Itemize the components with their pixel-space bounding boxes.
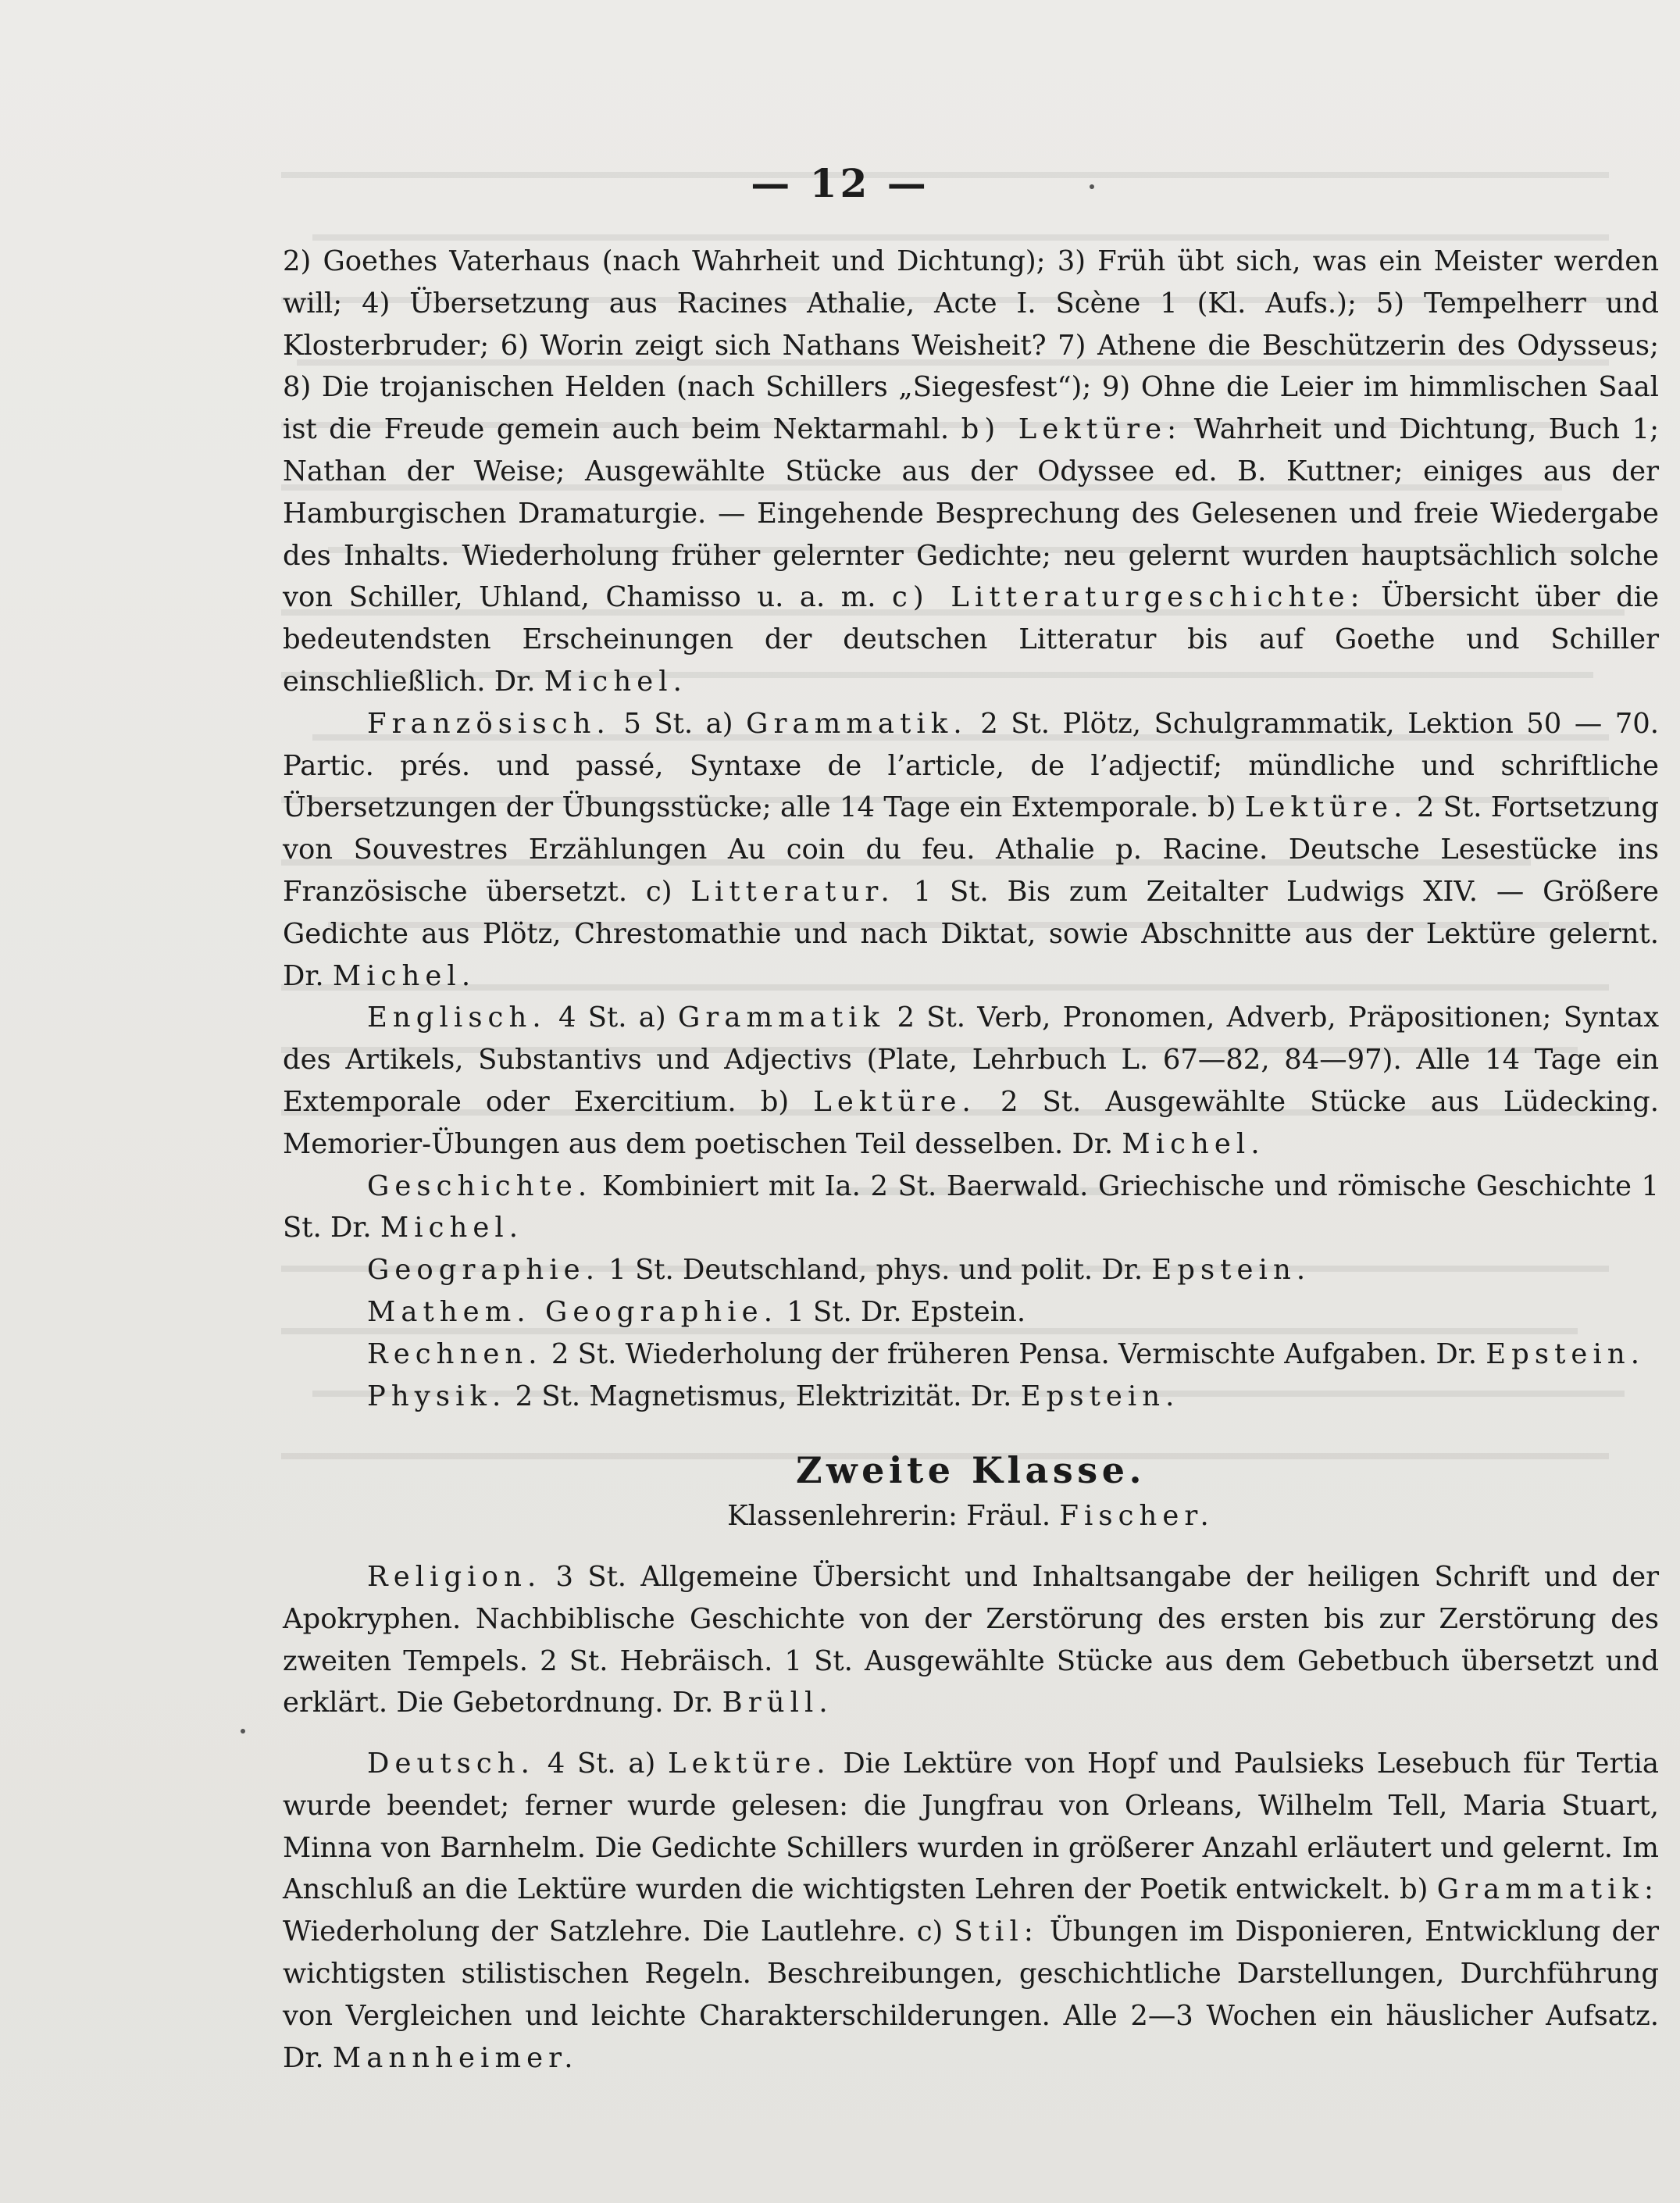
paragraph-religion [283,1556,1659,1724]
paragraph-mathem-geographie [283,1291,1659,1334]
teacher-name: Michel. [1122,1127,1265,1160]
grammatik-label: Grammatik. [746,707,968,740]
subject-heading-physik: Physik. [367,1380,507,1412]
subject-heading-religion: Religion. [367,1560,542,1593]
subject-heading-deutsch: Deutsch. [367,1748,535,1780]
teacher-name: Epstein. [1486,1337,1646,1370]
subject-heading-geographie: Geographie. [367,1254,601,1287]
teacher-name: Michel. [332,959,476,992]
paragraph-englisch [283,997,1659,1165]
paragraph-physik [283,1376,1659,1418]
section-title: Zweite Klasse. [795,1449,1147,1492]
physik-text: 2 St. Magnetismus, Elektrizität. Dr. [515,1380,1012,1412]
deutsch-text-3: Übungen im Disponieren, Entwicklung der wichtigsten stilistischen Regeln. Beschreibungen, geschichtliche Darstellungen, Durchführung von Vergleichen und leichte Charakterschilderungen. Alle 2—3 Wochen ein häuslicher Aufsatz. Dr. [283,1916,1660,2074]
mathem-geographie-text: 1 St. Dr. Epstein. [786,1295,1026,1328]
lektuere-label: Lektüre. [1244,791,1408,824]
class-teacher-label: Klassenlehrerin: Fräul. [727,1500,1051,1533]
lektuere-label: Lektüre. [813,1085,976,1118]
grammatik-label: Grammatik [677,1002,886,1034]
franzoesisch-text-2: 2 St. Fortsetzung von Souvestres Erzählungen Au coin du feu. Athalie p. Racine. Deutsche Lesestücke ins Französische übersetzt. c) [283,791,1660,908]
paragraph-deutsch [283,1743,1659,2079]
geographie-text: 1 St. Deutschland, phys. und polit. Dr. [608,1254,1143,1287]
paragraph-franzoesisch [283,703,1659,998]
subject-heading-englisch: Englisch. [367,1002,547,1034]
lektuere-label: b) Lektüre: [961,413,1182,446]
class-teacher-name: Fischer. [1059,1500,1215,1533]
ink-speck [1090,184,1094,189]
geschichte-text: Kombiniert mit Ia. 2 St. Baerwald. Griechische und römische Geschichte 1 St. Dr. [283,1169,1660,1244]
litteratur-label: Litteratur. [690,875,895,908]
litteraturgeschichte-text: Übersicht über die bedeutendsten Erscheinungen der deutschen Litteratur bis auf Goethe und Schiller einschließlich. Dr. [283,581,1660,698]
religion-text: 3 St. Allgemeine Übersicht und Inhaltsangabe der heiligen Schrift und der Apokryphen. Nachbiblische Geschichte von der Zerstörung des ersten bis zur Zerstörung des zweiten Tempels. 2 St. Hebräisch. 1 St. Ausgewählte Stücke aus dem Gebetbuch übersetzt und erklärt. Die Gebetordnung. Dr. [283,1560,1660,1719]
subject-heading-mathem-geographie: Mathem. Geographie. [367,1295,779,1328]
hours-text: 5 St. a) [623,707,733,740]
deutsch-text-1: Die Lektüre von Hopf und Paulsieks Lesebuch für Tertia wurde beendet; ferner wurde gelesen: die Jungfrau von Orleans, Wilhelm Tell, Maria Stuart, Minna von Barnhelm. Die Gedichte Schillers wurden in größerer Anzahl erläutert und gelernt. Im Anschluß an die Lektüre wurden die wichtigsten Lehren der Poetik entwickelt. b) [283,1748,1660,1906]
englisch-text-1: 2 St. Verb, Pronomen, Adverb, Präpositionen; Syntax des Artikels, Substantivs und Adjectivs (Plate, Lehrbuch L. 67—82, 84—97). Alle 14 Tage ein Extemporale oder Exercitium. b) [283,1002,1660,1118]
hours-text: 4 St. a) [558,1002,666,1034]
lektuere-label: Lektüre. [668,1748,831,1780]
teacher-name: Michel. [544,665,687,698]
litteraturgeschichte-label: c) Litteraturgeschichte: [892,581,1365,614]
document-body [283,241,1659,2079]
ink-speck [241,1729,245,1733]
paragraph-rechnen [283,1334,1659,1376]
paragraph-deutsch-continued [283,241,1659,703]
class-teacher-line [283,1495,1659,1537]
paragraph-geographie [283,1249,1659,1291]
teacher-name: Brüll. [722,1687,833,1719]
page-number: — 12 — [751,160,929,206]
deutsch-text-2: Wiederholung der Satzlehre. Die Lautlehre. c) [283,1916,943,1948]
paragraph-geschichte [283,1166,1659,1250]
subject-heading-rechnen: Rechnen. [367,1337,543,1370]
teacher-name: Epstein. [1151,1254,1311,1287]
teacher-name: Epstein. [1020,1380,1180,1412]
franzoesisch-text-3: 1 St. Bis zum Zeitalter Ludwigs XIV. — Größere Gedichte aus Plötz, Chrestomathie und nach Diktat, sowie Abschnitte aus der Lektüre gelernt. Dr. [283,875,1660,992]
rechnen-text: 2 St. Wiederholung der früheren Pensa. Vermischte Aufgaben. Dr. [551,1337,1477,1370]
subject-heading-geschichte: Geschichte. [367,1169,593,1202]
teacher-name: Michel. [380,1212,524,1244]
stil-label: Stil: [954,1916,1039,1948]
franzoesisch-text-1: 2 St. Plötz, Schulgrammatik, Lektion 50 — 70. Partic. prés. und passé, Syntaxe de l’article, de l’adjectif; mündliche und schriftliche Übersetzungen der Übungsstücke; alle 14 Tage ein Extemporale. b) [283,707,1660,824]
subject-heading-franzoesisch: Französisch. [367,707,611,740]
grammatik-label: Grammatik: [1436,1873,1659,1906]
hours-text: 4 St. a) [547,1748,656,1780]
englisch-text-2: 2 St. Ausgewählte Stücke aus Lüdecking. Memorier-Übungen aus dem poetischen Teil desselben. Dr. [283,1085,1659,1160]
essay-topics-text: 2) Goethes Vaterhaus (nach Wahrheit und Dichtung); 3) Früh übt sich, was ein Meister werden will; 4) Übersetzung aus Racines Athalie, Acte I. Scène 1 (Kl. Aufs.); 5) Tempelherr und Klosterbruder; 6) Worin zeigt sich Nathans Weisheit? 7) Athene die Beschützerin des Odysseus; 8) Die trojanischen Helden (nach Schillers „Siegesfest“); 9) Ohne die Leier im himmlischen Saal ist die Freude gemein auch beim Nektarmahl. [283,245,1659,446]
lektuere-text: Wahrheit und Dichtung, Buch 1; Nathan der Weise; Ausgewählte Stücke aus der Odyssee ed. B. Kuttner; einiges aus der Hamburgischen Dramaturgie. — Eingehende Besprechung des Gelesenen und freie Wiedergabe des Inhalts. Wiederholung früher gelernter Gedichte; neu gelernt wurden hauptsächlich solche von Schiller, Uhland, Chamisso u. a. m. [283,413,1659,614]
teacher-name: Mannheimer. [332,2041,579,2074]
